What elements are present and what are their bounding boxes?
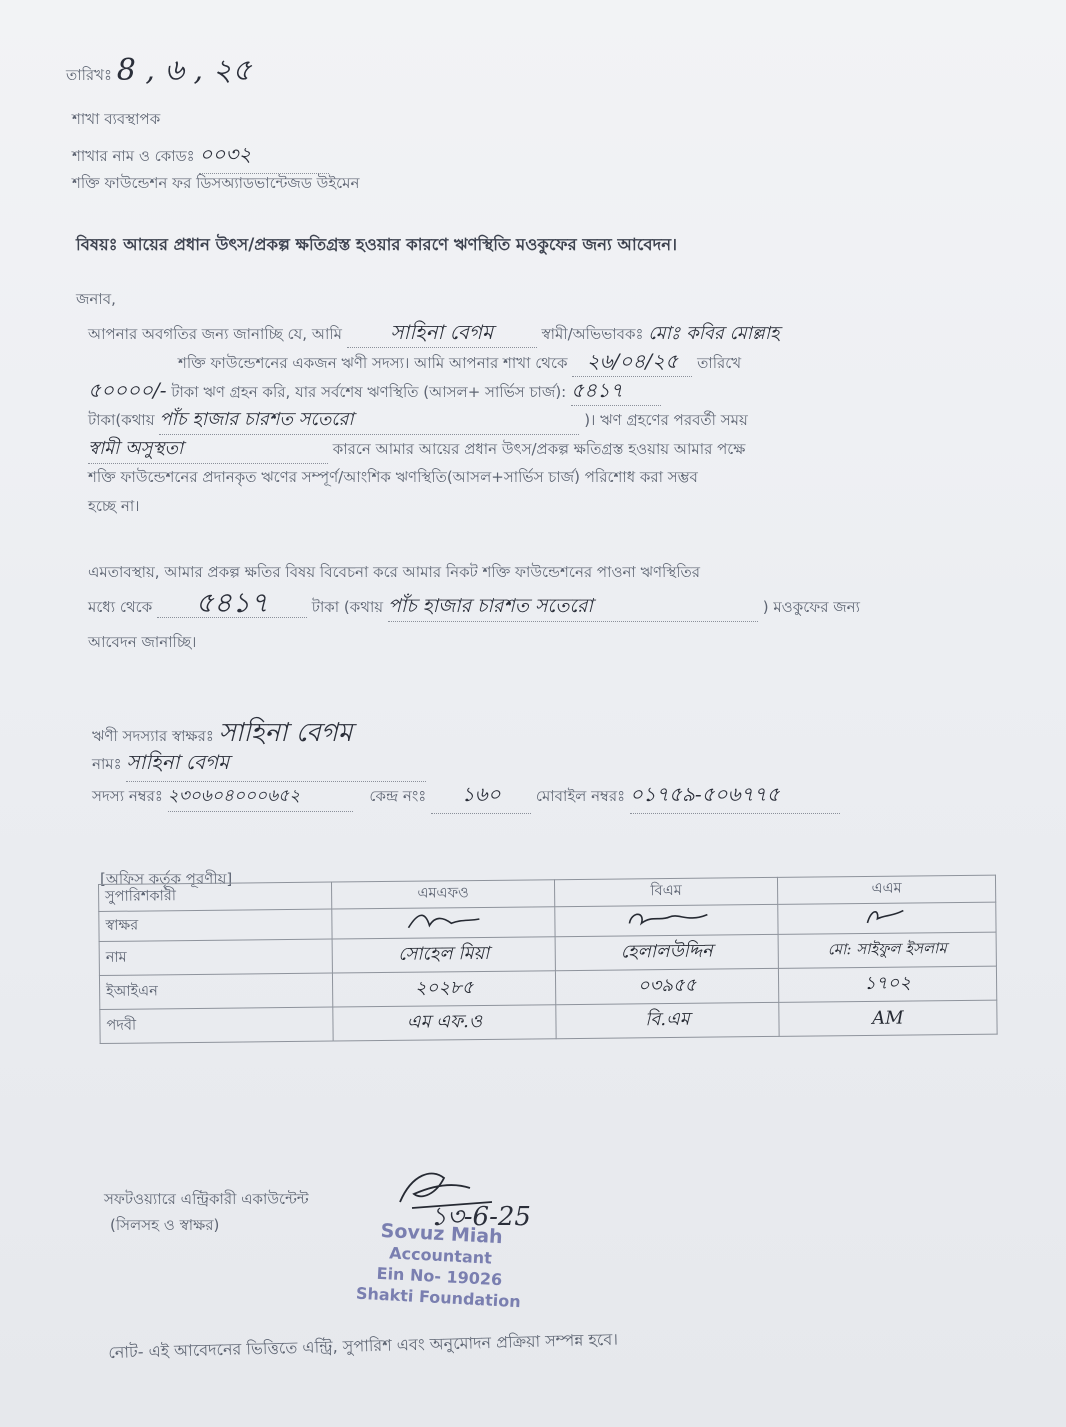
table-cell: ০৩৯৫৫: [555, 968, 778, 1004]
table-cell: হেলালউদ্দিন: [555, 934, 778, 970]
p2-part-e: আবেদন জানাচ্ছি।: [88, 633, 197, 651]
member-id-label: সদস্য নম্বরঃ: [92, 787, 163, 805]
member-id-hw: ২৩০৬০৪০০০৬৫২: [168, 783, 353, 812]
branch-label: শাখার নাম ও কোডঃ: [72, 147, 195, 165]
p1-part-f: টাকা(কথায়: [88, 411, 155, 429]
paragraph-1: [88, 318, 983, 521]
bm-signature-mark: [621, 907, 711, 930]
branch-code: ০০৩২: [199, 140, 329, 174]
waive-words-hw: পাঁচ হাজার চারশত সতেরো: [388, 592, 758, 622]
signature-cell: [332, 907, 555, 939]
guardian-name-hw: মোঃ কবির মোল্লাহ: [648, 323, 780, 344]
accountant-date-hw: ১৩-6-25: [430, 1202, 531, 1232]
table-cell: এম এফ.ও: [333, 1005, 556, 1041]
member-signature-label: ঋণী সদস্যার স্বাক্ষরঃ: [92, 727, 214, 745]
row-label: পদবী: [100, 1007, 333, 1043]
member-id-row: [92, 780, 840, 814]
loan-date-hw: ২৬/০৪/২৫: [572, 347, 692, 377]
balance-hw: ৫৪১৭: [571, 376, 661, 406]
stamp-line: Accountant: [388, 1243, 493, 1268]
header-line-2: [72, 140, 329, 174]
accountant-label: সফটওয়্যারে এন্ট্রিকারী একাউন্টেন্ট: [104, 1190, 309, 1208]
p1-part-c: শক্তি ফাউন্ডেশনের একজন ঋণী সদস্য। আমি আপনার শাখা থেকে: [178, 354, 568, 372]
date-row: [66, 46, 252, 97]
p2-part-c: টাকা (কথায়: [311, 598, 384, 616]
signature-cell: [778, 902, 996, 934]
footer-note: নোট- এই আবেদনের ভিত্তিতে এন্ট্রি, সুপারিশ এবং অনুমোদন প্রক্রিয়া সম্পন্ন হবে।: [108, 1329, 619, 1362]
p1-part-g: )। ঋণ গ্রহণের পরবর্তী সময়: [584, 411, 748, 429]
col-header: এএম: [777, 875, 995, 904]
row-label: নাম: [99, 939, 332, 975]
stamp-line: Shakti Foundation: [355, 1283, 522, 1312]
p1-part-d: তারিখে: [697, 354, 742, 372]
center-label: কেন্দ্র নংঃ: [369, 787, 427, 805]
loan-amount-hw: ৫০০০০/-: [88, 378, 167, 402]
date-value: 8 , ৬ , ২৫: [116, 53, 252, 88]
row-label: ইআইএন: [99, 973, 332, 1009]
balance-words-hw: পাঁচ হাজার চারশত সতেরো: [159, 405, 579, 435]
salutation: জনাব,: [76, 290, 116, 308]
office-approval-table: [98, 875, 998, 1044]
accountant-stamp: [338, 1219, 542, 1313]
p1-part-j: হচ্ছে না।: [88, 497, 140, 515]
table-cell: ১৭০২: [778, 966, 996, 1002]
applicant-name-hw: সাহিনা বেগম: [347, 318, 537, 348]
waive-amount-hw: ৫৪১৭: [157, 588, 307, 618]
p1-part-a: আপনার অবগতির জন্য জানাচ্ছি যে, আমি: [88, 325, 342, 343]
am-signature-mark: [857, 904, 917, 927]
p1-part-b: স্বামী/অভিভাবকঃ: [541, 325, 644, 343]
date-label: তারিখঃ: [66, 66, 112, 84]
table-cell: AM: [779, 1000, 997, 1036]
mfo-signature-mark: [403, 909, 483, 932]
header-line-1: শাখা ব্যবস্থাপক: [72, 110, 161, 128]
table-cell: বি.এম: [556, 1002, 779, 1038]
member-name-row: [92, 748, 426, 782]
table-cell: মো: সাইফুল ইসলাম: [778, 932, 996, 968]
paragraph-2: [88, 558, 983, 657]
reason-hw: স্বামী অসুস্থতা: [88, 434, 328, 464]
subject-line: বিষয়ঃ আয়ের প্রধান উৎস/প্রকল্প ক্ষতিগ্রস্ত হওয়ার কারণে ঋণস্থিতি মওকুফের জন্য আবেদন।: [76, 235, 678, 254]
member-name-label: নামঃ: [92, 755, 122, 773]
stamp-line: Ein No- 19026: [376, 1263, 503, 1290]
table-cell: ২০২৮৫: [332, 971, 555, 1007]
p2-part-d: ) মওকুফের জন্য: [762, 598, 860, 616]
p1-part-e: টাকা ঋণ গ্রহন করি, যার সর্বশেষ ঋণস্থিতি (আসল+ সার্ভিস চার্জ):: [171, 383, 567, 401]
col-header: বিএম: [554, 877, 777, 906]
row-label: স্বাক্ষর: [99, 909, 332, 941]
signature-cell: [555, 904, 778, 936]
p2-part-b: মধ্যে থেকে: [88, 598, 153, 616]
col-header: সুপারিশকারী: [99, 882, 332, 911]
stamp-line: Sovuz Miah: [380, 1219, 504, 1249]
center-hw: ১৬০: [431, 780, 531, 814]
member-signature-hw: সাহিনা বেগম: [218, 718, 353, 748]
seal-label: (সিলসহ ও স্বাক্ষর): [110, 1216, 220, 1234]
p1-part-i: শক্তি ফাউন্ডেশনের প্রদানকৃত ঋণের সম্পূর্ণ/আংশিক ঋণস্থিতি(আসল+সার্ভিস চার্জ) পরিশোধ করা সম্ভব: [88, 468, 698, 486]
mobile-hw: ০১৭৫৯-৫০৬৭৭৫: [630, 780, 840, 814]
col-header: এমএফও: [331, 880, 554, 909]
header-line-3: শক্তি ফাউন্ডেশন ফর ডিসঅ্যাডভান্টেজড উইমেন: [72, 174, 360, 192]
table-cell: সোহেল মিয়া: [332, 937, 555, 973]
p2-part-a: এমতাবস্থায়, আমার প্রকল্প ক্ষতির বিষয় বিবেচনা করে আমার নিকট শক্তি ফাউন্ডেশনের পাওনা ঋণস্থিতির: [88, 563, 701, 581]
member-name-hw: সাহিনা বেগম: [126, 748, 426, 782]
office-caption: [অফিস কর্তৃক পূরণীয়]: [100, 870, 233, 888]
p1-part-h: কারনে আমার আয়ের প্রধান উৎস/প্রকল্প ক্ষতিগ্রস্ত হওয়ায় আমার পক্ষে: [332, 440, 746, 458]
mobile-label: মোবাইল নম্বরঃ: [535, 787, 626, 805]
